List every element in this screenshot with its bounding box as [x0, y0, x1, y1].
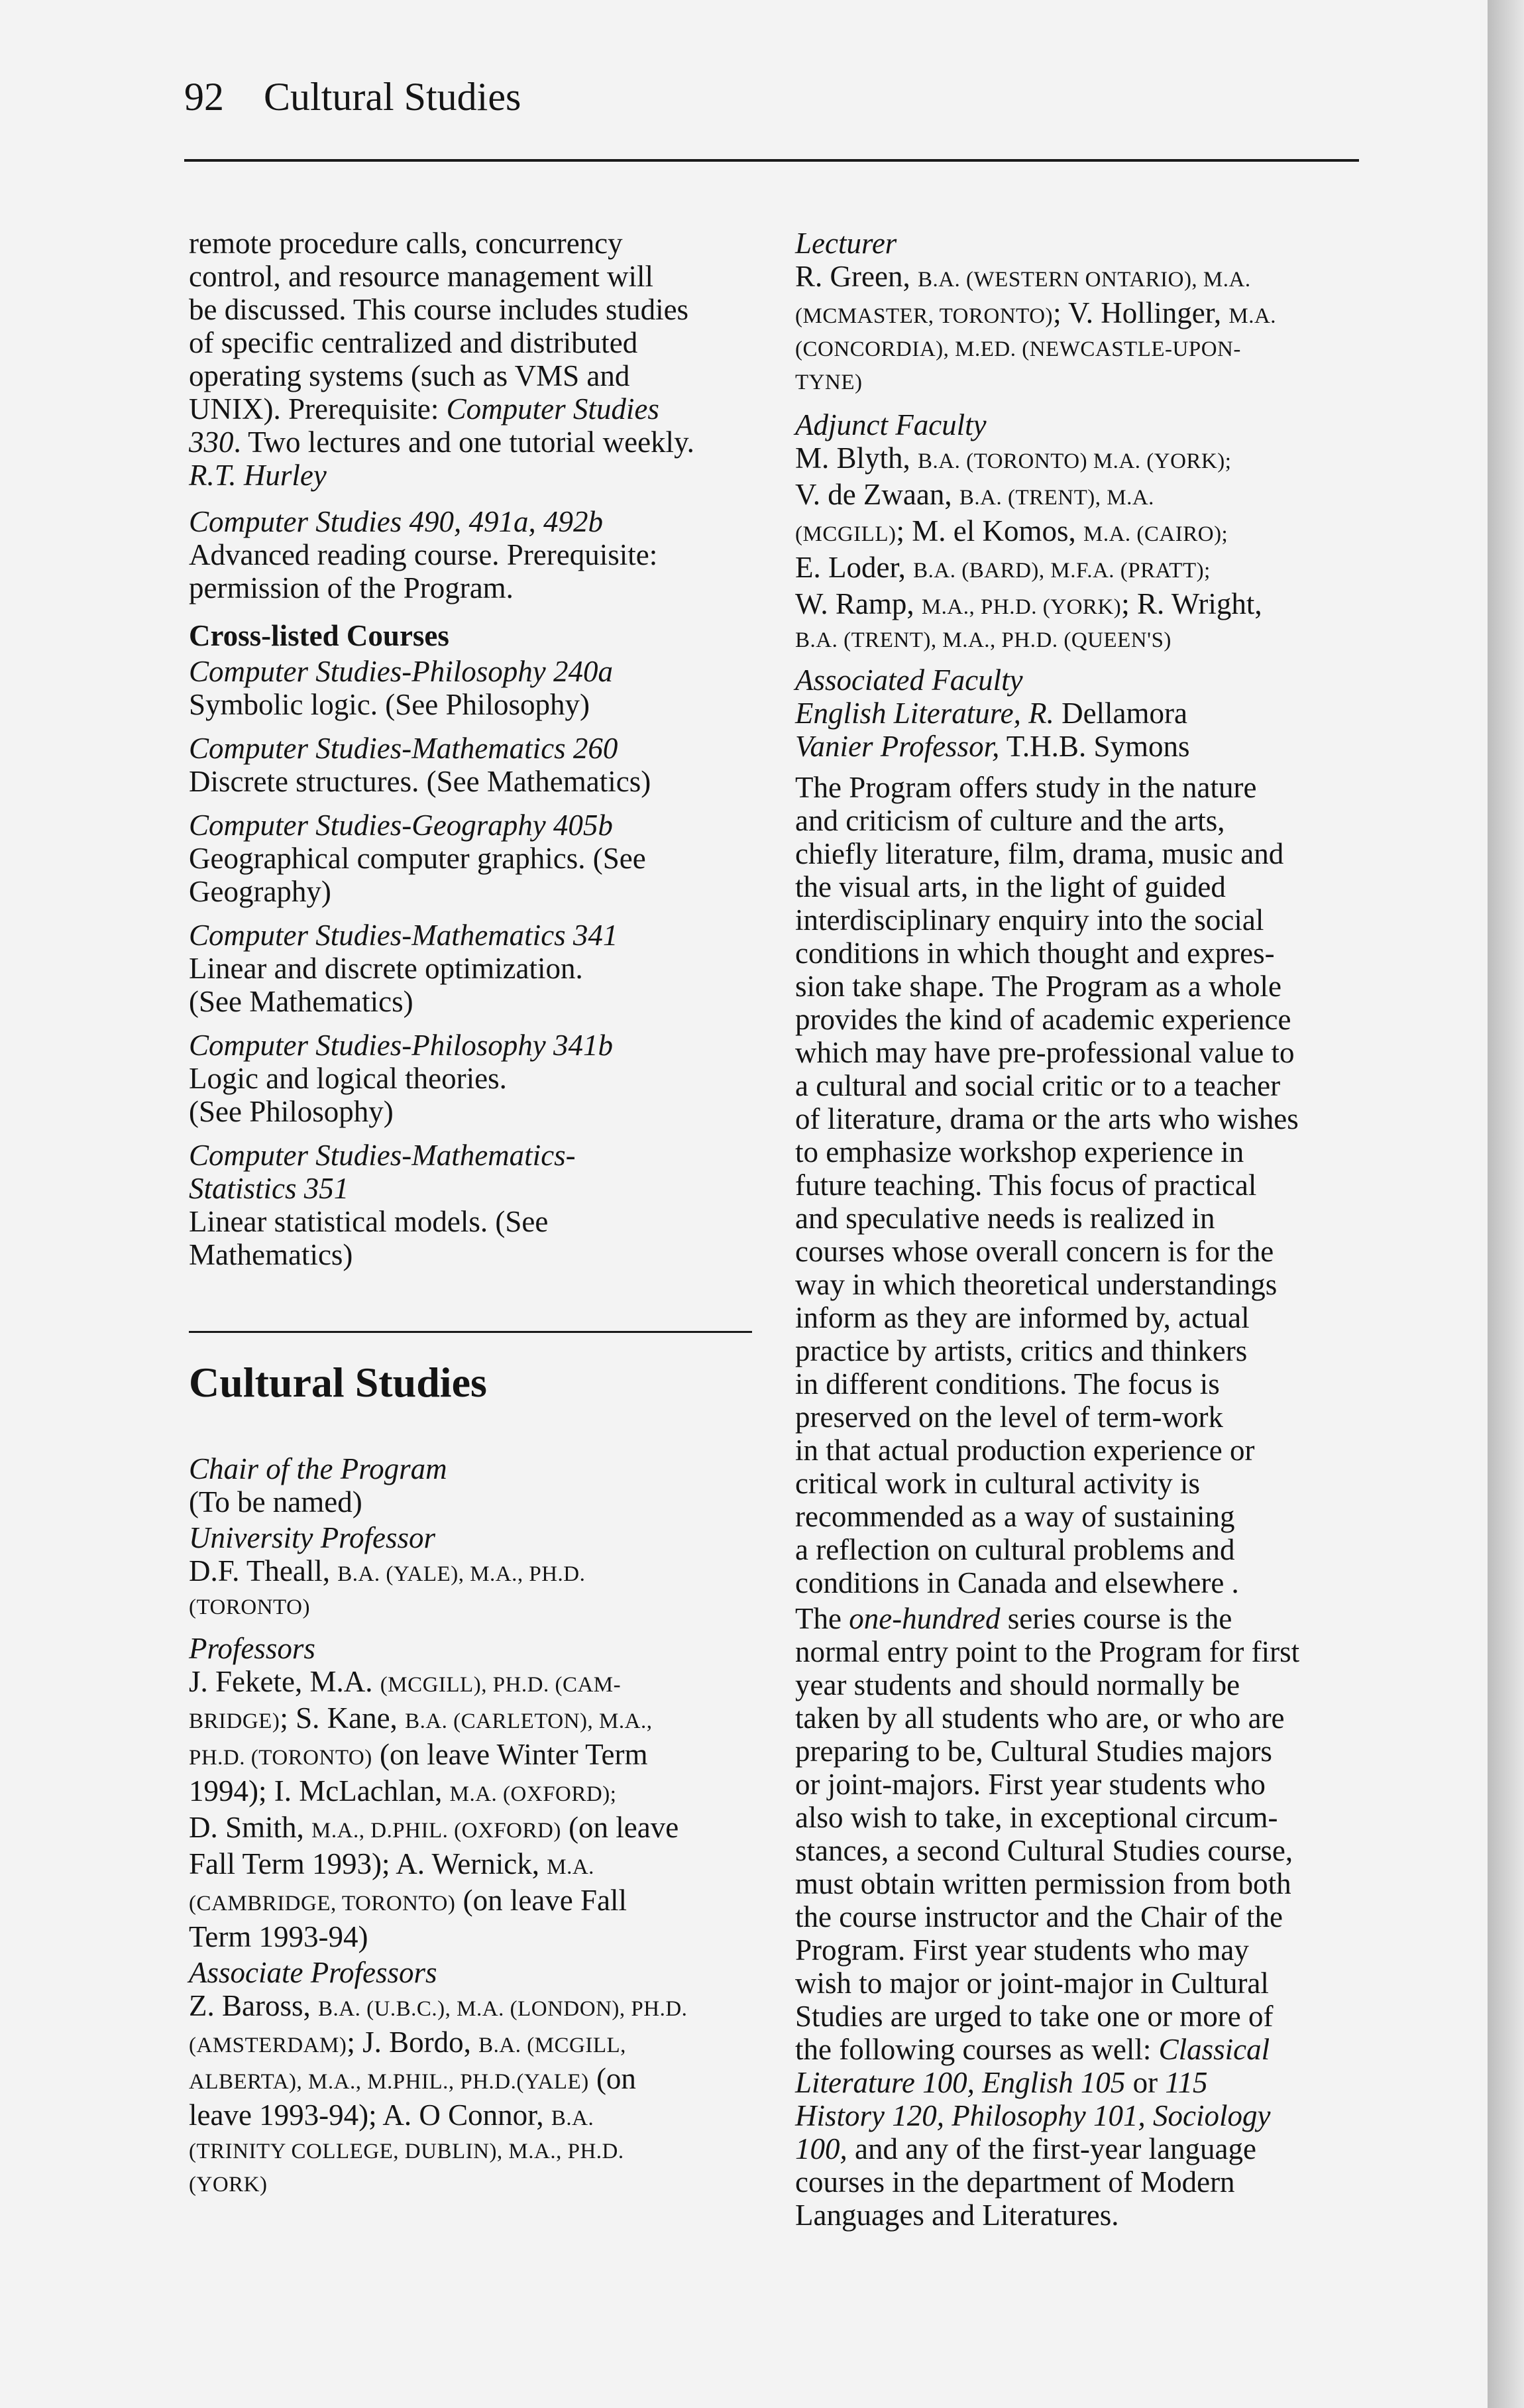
section-title: Cultural Studies	[189, 1359, 487, 1406]
text-run: or	[1125, 2066, 1166, 2099]
text-run: D. Smith,	[189, 1811, 312, 1844]
prerequisite-course: Computer Studies	[446, 392, 659, 426]
text-line: The Program offers study in the nature	[795, 771, 1257, 804]
text-line: Term 1993-94)	[189, 1920, 368, 1953]
course-title: Computer Studies-Mathematics 260	[189, 732, 618, 765]
course-title: Computer Studies-Mathematics-	[189, 1139, 576, 1172]
text-line	[189, 1811, 759, 1847]
text-run: the following courses as well:	[795, 2033, 1159, 2066]
running-header	[184, 74, 521, 120]
text-line	[795, 1602, 1365, 1635]
cross-listed-course	[189, 919, 759, 1018]
text-line	[795, 587, 1365, 624]
degrees: B.A. (WESTERN ONTARIO), M.A.	[917, 268, 1251, 292]
text-line: wish to major or joint-major in Cultural	[795, 1967, 1269, 2000]
text-run: (on	[588, 2062, 636, 2095]
text-run: leave 1993-94); A. O Connor,	[189, 2098, 551, 2132]
associated-faculty-entry	[795, 663, 1365, 763]
text-line: and criticism of culture and the arts,	[795, 804, 1225, 837]
text-line: normal entry point to the Program for first	[795, 1635, 1300, 1668]
text-line: courses whose overall concern is for the	[795, 1235, 1274, 1268]
text-line: year students and should normally be	[795, 1668, 1240, 1701]
text-line: operating systems (such as VMS and	[189, 359, 630, 392]
professors-entry	[189, 1632, 759, 1953]
course-description: Mathematics)	[189, 1238, 353, 1271]
degrees: (MCGILL), PH.D. (CAM-	[380, 1673, 622, 1697]
text-line	[795, 2132, 1365, 2165]
text-line: and speculative needs is realized in	[795, 1202, 1215, 1235]
course-title: Computer Studies-Mathematics 341	[189, 919, 618, 952]
text-line	[795, 697, 1365, 730]
course-description: Discrete structures. (See Mathematics)	[189, 765, 651, 798]
course-description: Linear statistical models. (See	[189, 1205, 549, 1238]
text-run: and any of the first-year language	[847, 2132, 1256, 2165]
text-line	[189, 1884, 759, 1920]
text-line	[189, 2026, 759, 2062]
course-number: 330	[189, 426, 234, 459]
text-line	[795, 478, 1365, 514]
text-line: which may have pre-professional value to	[795, 1036, 1295, 1069]
degrees: M.A. (OXFORD);	[449, 1782, 617, 1806]
text-line	[189, 1738, 759, 1774]
text-line: future teaching. This focus of practical	[795, 1169, 1257, 1202]
program-description	[795, 771, 1365, 1599]
text-line: a cultural and social critic or to a teacher	[795, 1069, 1281, 1102]
degrees: B.A. (TRENT), M.A.	[959, 486, 1154, 510]
faculty-role: Chair of the Program	[189, 1452, 447, 1485]
course-description: Geographical computer graphics. (See	[189, 842, 646, 875]
degrees: B.A. (YALE), M.A., PH.D.	[337, 1562, 586, 1586]
text-line	[189, 2098, 759, 2135]
text-line: Languages and Literatures.	[795, 2199, 1119, 2232]
text-run: . Two lectures and one tutorial weekly.	[233, 426, 694, 459]
text-run: E. Loder,	[795, 551, 914, 584]
adjunct-faculty-entry	[795, 408, 1365, 657]
text-line	[795, 296, 1365, 333]
degrees: B.A. (TORONTO) M.A. (YORK);	[918, 449, 1232, 473]
text-line	[795, 2033, 1365, 2066]
degrees: PH.D. (TORONTO)	[189, 1746, 372, 1770]
degrees: (MCGILL)	[795, 522, 897, 546]
text-line: recommended as a way of sustaining	[795, 1500, 1235, 1533]
faculty-role: Adjunct Faculty	[795, 408, 987, 441]
degrees: (MCMASTER, TORONTO)	[795, 304, 1054, 328]
header-rule	[184, 159, 1359, 162]
text-run: (on leave Fall	[455, 1884, 627, 1917]
text-line: remote procedure calls, concurrency	[189, 227, 623, 260]
text-run: English Literature, R.	[795, 697, 1054, 730]
header-title: Cultural Studies	[264, 75, 521, 119]
text-run: ; V. Hollinger,	[1053, 296, 1229, 329]
text-line	[189, 1847, 759, 1884]
text-line: chiefly literature, film, drama, music and	[795, 837, 1284, 870]
course-reference: Literature 100, English 105	[795, 2066, 1126, 2099]
text-line: in that actual production experience or	[795, 1434, 1255, 1467]
text-line: Program. First year students who may	[795, 1933, 1249, 1967]
first-year-paragraph	[795, 1602, 1365, 2232]
course-490	[189, 505, 759, 604]
degrees: (TORONTO)	[189, 1595, 310, 1619]
text-line: taken by all students who are, or who are	[795, 1701, 1285, 1735]
text-line: preserved on the level of term-work	[795, 1401, 1223, 1434]
faculty-role: University Professor	[189, 1521, 436, 1554]
course-reference: History 120, Philosophy 101, Sociology	[795, 2099, 1271, 2132]
text-line: interdisciplinary enquiry into the social	[795, 903, 1264, 937]
faculty-name: Dellamora	[1054, 697, 1187, 730]
degrees: B.A.	[551, 2106, 594, 2130]
text-run: V. de Zwaan,	[795, 478, 959, 511]
degrees: (YORK)	[189, 2173, 268, 2197]
text-line: practice by artists, critics and thinkers	[795, 1334, 1248, 1367]
degrees: (TRINITY COLLEGE, DUBLIN), M.A., PH.D.	[189, 2140, 624, 2163]
course-description: permission of the Program.	[189, 571, 514, 604]
page-edge-shadow	[1488, 0, 1524, 2408]
faculty-role: Professors	[189, 1632, 315, 1665]
text-run: UNIX). Prerequisite:	[189, 392, 447, 426]
text-line	[795, 260, 1365, 296]
course-reference: 100,	[795, 2132, 847, 2165]
text-line: conditions in which thought and expres-	[795, 937, 1275, 970]
cross-listed-course	[189, 1029, 759, 1128]
text-line: the visual arts, in the light of guided	[795, 870, 1226, 903]
text-run: W. Ramp,	[795, 587, 922, 620]
course-reference: Classical	[1158, 2033, 1270, 2066]
text-run: ; S. Kane,	[280, 1701, 406, 1735]
course-continuation	[189, 227, 759, 492]
text-line: courses in the department of Modern	[795, 2165, 1235, 2199]
text-run: ; R. Wright,	[1121, 587, 1262, 620]
cross-listed-course	[189, 732, 759, 798]
degrees: (CONCORDIA), M.ED. (NEWCASTLE-UPON-	[795, 337, 1241, 361]
text-run: 1994); I. McLachlan,	[189, 1774, 450, 1807]
course-title: Computer Studies 490, 491a, 492b	[189, 505, 603, 538]
course-description: (See Mathematics)	[189, 985, 413, 1018]
text-line: be discussed. This course includes studies	[189, 293, 689, 326]
text-run: J. Fekete, M.A.	[189, 1665, 380, 1698]
text-line	[189, 2062, 759, 2098]
course-description: Advanced reading course. Prerequisite:	[189, 538, 658, 571]
degrees: (CAMBRIDGE, TORONTO)	[189, 1892, 456, 1916]
text-line: Studies are urged to take one or more of	[795, 2000, 1274, 2033]
lecturer-entry	[795, 227, 1365, 399]
text-line	[189, 392, 759, 426]
course-description: Geography)	[189, 875, 331, 908]
text-line: of literature, drama or the arts who wishes	[795, 1102, 1299, 1135]
course-description: Linear and discrete optimization.	[189, 952, 583, 985]
text-line: provides the kind of academic experience	[795, 1003, 1291, 1036]
text-line: way in which theoretical understandings	[795, 1268, 1278, 1301]
course-reference: 115	[1165, 2066, 1208, 2099]
course-title: Statistics 351	[189, 1172, 349, 1205]
text-line	[189, 1701, 759, 1738]
text-line: also wish to take, in exceptional circum-	[795, 1801, 1278, 1834]
course-title: Computer Studies-Geography 405b	[189, 809, 613, 842]
course-description: Symbolic logic. (See Philosophy)	[189, 688, 590, 721]
text-line	[189, 1665, 759, 1701]
text-line	[795, 514, 1365, 551]
cross-listed-course	[189, 809, 759, 908]
chair-entry	[189, 1452, 759, 1519]
text-line: in different conditions. The focus is	[795, 1367, 1220, 1401]
text-run: ; J. Bordo,	[347, 2026, 479, 2059]
text-line: preparing to be, Cultural Studies majors	[795, 1735, 1272, 1768]
degrees: B.A. (MCGILL,	[478, 2034, 626, 2057]
faculty-role: Lecturer	[795, 227, 897, 260]
text-line: must obtain written permission from both	[795, 1867, 1291, 1900]
faculty-name: T.H.B. Symons	[999, 730, 1190, 763]
faculty-name: D.F. Theall,	[189, 1554, 338, 1587]
text-run: R. Green,	[795, 260, 918, 293]
text-line: of specific centralized and distributed	[189, 326, 638, 359]
text-line: control, and resource management will	[189, 260, 653, 293]
course-description: (See Philosophy)	[189, 1095, 394, 1128]
text-run: M. Blyth,	[795, 441, 918, 475]
degrees: M.A., PH.D. (YORK)	[921, 595, 1122, 619]
degrees: M.A., D.PHIL. (OXFORD)	[311, 1819, 561, 1843]
degrees: M.A.	[547, 1855, 594, 1879]
cross-listed-course	[189, 1139, 759, 1271]
faculty-role: Associate Professors	[189, 1956, 437, 1989]
text-run: ; M. el Komos,	[896, 514, 1083, 547]
text-run: (on leave Winter Term	[372, 1738, 648, 1771]
degrees: B.A. (U.B.C.), M.A. (LONDON), PH.D.	[318, 1997, 688, 2021]
text-run: Z. Baross,	[189, 1989, 318, 2022]
text-line	[795, 551, 1365, 587]
degrees: BRIDGE)	[189, 1709, 280, 1733]
instructor-name: R.T. Hurley	[189, 459, 327, 492]
text-run: (on leave	[561, 1811, 679, 1844]
text-line: or joint-majors. First year students who	[795, 1768, 1266, 1801]
text-run: The	[795, 1602, 849, 1635]
text-line	[795, 2066, 1365, 2099]
text-line: conditions in Canada and elsewhere .	[795, 1566, 1239, 1599]
university-professor-entry	[189, 1521, 759, 1624]
course-description: Logic and logical theories.	[189, 1062, 507, 1095]
right-column	[795, 227, 1365, 2234]
text-line: the course instructor and the Chair of the	[795, 1900, 1283, 1933]
text-line: inform as they are informed by, actual	[795, 1301, 1250, 1334]
text-line	[189, 1554, 759, 1591]
text-line: sion take shape. The Program as a whole	[795, 970, 1281, 1003]
degrees: (AMSTERDAM)	[189, 2034, 347, 2057]
text-run: series course is the	[1000, 1602, 1232, 1635]
text-run: Vanier Professor,	[795, 730, 1000, 763]
faculty-names: (To be named)	[189, 1485, 362, 1519]
text-line	[189, 1989, 759, 2026]
text-line: critical work in cultural activity is	[795, 1467, 1201, 1500]
course-title: Computer Studies-Philosophy 240a	[189, 655, 613, 688]
degrees: M.A.	[1228, 304, 1277, 328]
degrees: M.A. (CAIRO);	[1083, 522, 1228, 546]
text-line: to emphasize workshop experience in	[795, 1135, 1244, 1169]
text-run: one-hundred	[849, 1602, 1001, 1635]
text-line	[189, 426, 759, 459]
text-line: a reflection on cultural problems and	[795, 1533, 1235, 1566]
left-column	[189, 227, 759, 2204]
cross-listed-course	[189, 655, 759, 721]
text-run: Fall Term 1993); A. Wernick,	[189, 1847, 547, 1880]
text-line	[795, 730, 1365, 763]
course-title: Computer Studies-Philosophy 341b	[189, 1029, 613, 1062]
page-number: 92	[184, 75, 224, 119]
text-line: stances, a second Cultural Studies course,	[795, 1834, 1293, 1867]
section-rule	[189, 1331, 752, 1333]
text-line	[189, 1774, 759, 1811]
degrees: B.A. (TRENT), M.A., PH.D. (QUEEN'S)	[795, 628, 1171, 652]
associate-professors-entry	[189, 1956, 759, 2201]
degrees: B.A. (CARLETON), M.A.,	[405, 1709, 653, 1733]
degrees: B.A. (BARD), M.F.A. (PRATT);	[913, 559, 1211, 583]
degrees: TYNE)	[795, 371, 863, 394]
degrees: ALBERTA), M.A., M.PHIL., PH.D.(YALE)	[189, 2070, 589, 2094]
cross-listed-heading: Cross-listed Courses	[189, 619, 449, 652]
faculty-role: Associated Faculty	[795, 663, 1023, 697]
text-line	[795, 441, 1365, 478]
